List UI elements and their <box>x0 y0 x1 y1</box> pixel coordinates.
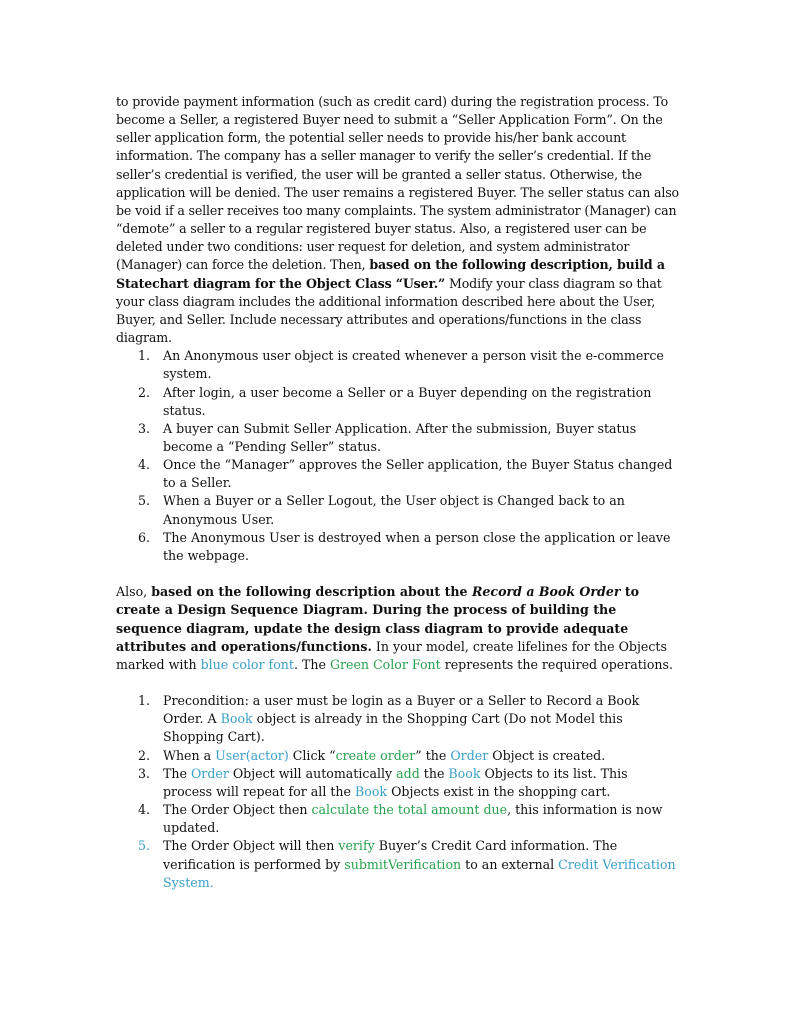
sequence-item-5 <box>116 837 679 891</box>
book-object-label: Book <box>448 765 481 781</box>
intro-bold-instruction: based on the following description, build a Statechart diagram for the Object Class “User.” <box>116 257 665 291</box>
spacer <box>116 674 679 692</box>
seq-intro-text-3: . The <box>293 656 330 672</box>
verify-operation: verify <box>338 838 375 854</box>
sequence-item-3 <box>116 765 679 801</box>
list-number: 1. <box>138 348 151 364</box>
seq-intro-text-1: Also, <box>116 584 152 600</box>
item-text: object is already in the Shopping Cart (Do not Model this Shopping Cart). <box>163 711 623 745</box>
sequence-item-2 <box>116 747 679 765</box>
statechart-item-3 <box>116 420 679 456</box>
seq-bold-2: to create a Design Sequence Diagram. During the process of building the sequence diagram, update the design class diagram to provide adequate attributes and operations/functions. <box>116 584 640 654</box>
list-number: 6. <box>138 529 151 545</box>
item-text: Object will automatically <box>228 765 397 781</box>
item-text: The Order Object will then <box>163 838 339 854</box>
credit-verification-system-label: Credit Verification System. <box>163 856 676 890</box>
list-item-text: When a Buyer or a Seller Logout, the User object is Changed back to an Anonymous User. <box>163 493 625 527</box>
list-number: 5. <box>138 493 151 509</box>
item-text: the <box>419 765 449 781</box>
item-text: Objects to its list. This process will repeat for all the <box>163 765 628 799</box>
item-text: to an external <box>461 856 559 872</box>
statechart-item-6 <box>116 529 679 565</box>
sequence-item-1 <box>116 692 679 746</box>
item-text: Click “ <box>288 747 336 763</box>
list-number: 4. <box>138 457 151 473</box>
list-number: 2. <box>138 384 151 400</box>
statechart-item-1 <box>116 347 679 383</box>
item-text: , this information is now updated. <box>163 802 663 836</box>
seq-intro-text-4: represents the required operations. <box>440 656 673 672</box>
list-number: 5. <box>138 838 151 854</box>
create-order-operation: create order <box>335 747 416 763</box>
statechart-item-4 <box>116 456 679 492</box>
list-item-text: A buyer can Submit Seller Application. After the submission, Buyer status become a “Pending Seller” status. <box>163 420 637 454</box>
calculate-total-operation: calculate the total amount due <box>311 802 508 818</box>
order-object-label: Order <box>450 747 489 763</box>
item-text: The Order Object then <box>163 802 312 818</box>
item-text: The <box>163 765 191 781</box>
sequence-item-4 <box>116 801 679 837</box>
seq-bold-1: based on the following description about the <box>151 584 472 600</box>
seq-bold-italic: Record a Book Order <box>471 584 621 600</box>
statechart-item-2 <box>116 384 679 420</box>
book-object-label: Book <box>220 711 253 727</box>
green-font-label: Green Color Font <box>329 656 441 672</box>
list-number: 3. <box>138 420 151 436</box>
list-item-text: Once the “Manager” approves the Seller application, the Buyer Status changed to a Seller. <box>163 457 673 491</box>
list-number: 2. <box>138 747 151 763</box>
item-text: Precondition: a user must be login as a Buyer or a Seller to Record a Book Order. A <box>163 693 640 727</box>
sequence-list <box>116 692 679 892</box>
item-text: When a <box>163 747 216 763</box>
list-item-text: After login, a user become a Seller or a Buyer depending on the registration status. <box>163 384 652 418</box>
item-text: ” the <box>415 747 451 763</box>
add-operation: add <box>396 765 420 781</box>
item-text: Object is created. <box>488 747 606 763</box>
order-object-label: Order <box>190 765 229 781</box>
statechart-list <box>116 347 679 565</box>
blue-font-label: blue color font <box>200 656 294 672</box>
list-item-text: The Anonymous User is destroyed when a person close the application or leave the webpage. <box>163 529 671 563</box>
list-number: 1. <box>138 693 151 709</box>
item-text: Objects exist in the shopping cart. <box>387 783 611 799</box>
list-number: 4. <box>138 802 151 818</box>
seq-intro-text-2: In your model, create lifelines for the Objects marked with <box>116 638 667 672</box>
book-object-label: Book <box>355 783 388 799</box>
statechart-item-5 <box>116 492 679 528</box>
list-number: 3. <box>138 765 151 781</box>
intro-text-1: to provide payment information (such as credit card) during the registration process. To become a Seller, a registered Buyer need to submit a “Seller Application Form”. On the seller application form, the potential seller needs to provide his/her bank account information. The company has a seller manager to verify the seller’s credential. If the seller’s credential is verified, the user will be granted a seller status. Otherwise, the application will be denied. The user remains a registered Buyer. The seller status can also be void if a seller receives too many complaints. The system administrator (Manager) can “demote” a seller to a regular registered buyer status. Also, a registered user can be deleted under two conditions: user request for deletion, and system administrator (Manager) can force the deletion. Then, <box>116 94 679 273</box>
user-actor-label: User(actor) <box>215 747 289 763</box>
intro-paragraph <box>116 93 679 347</box>
sequence-paragraph <box>116 583 679 674</box>
intro-text-2: Modify your class diagram so that your class diagram includes the additional information described here about the User, Buyer, and Seller. Include necessary attributes and operations/functions in the class diagram. <box>116 275 662 346</box>
submit-verification-operation: submitVerification <box>344 856 462 872</box>
item-text: Buyer’s Credit Card information. The verification is performed by <box>163 838 618 872</box>
list-item-text: An Anonymous user object is created whenever a person visit the e-commerce system. <box>163 348 664 382</box>
